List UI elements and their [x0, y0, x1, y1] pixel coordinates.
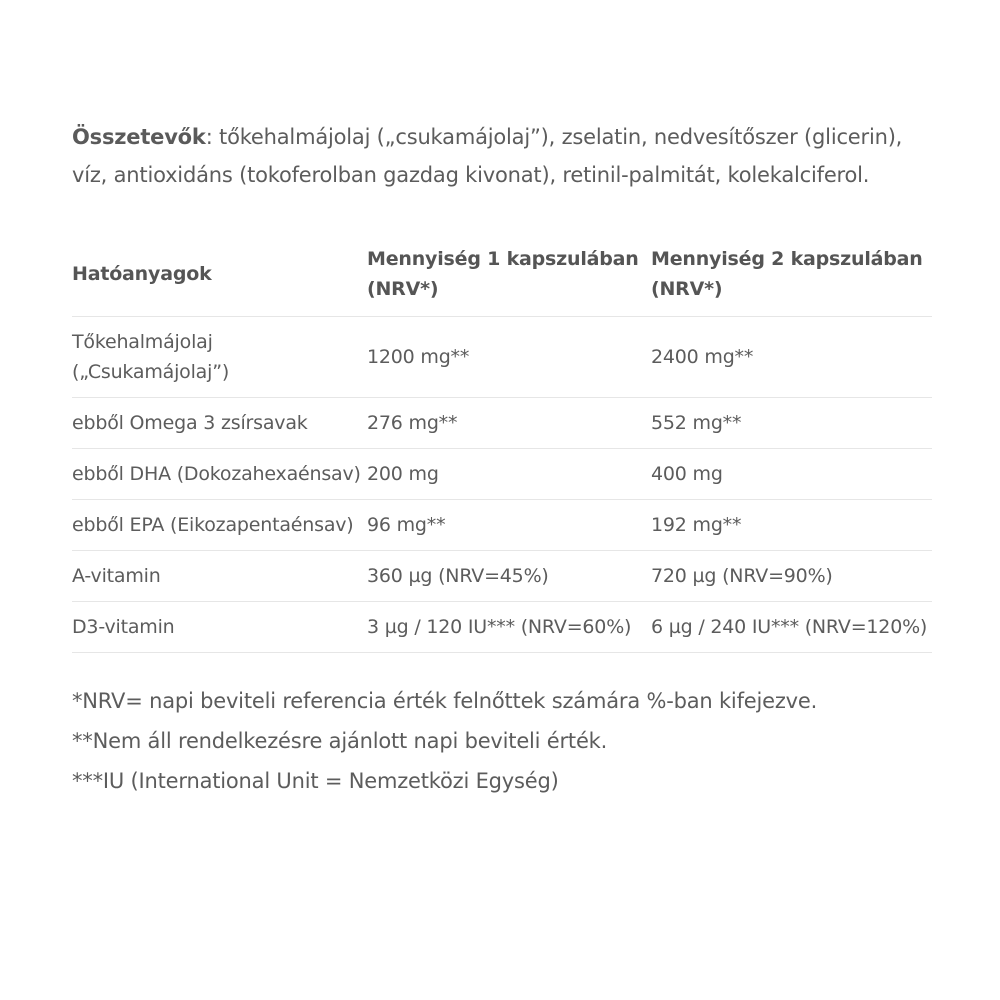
cell-amount-1: 1200 mg**	[367, 317, 651, 398]
cell-amount-2: 720 µg (NRV=90%)	[651, 551, 932, 602]
cell-amount-1: 276 mg**	[367, 398, 651, 449]
cell-amount-1: 96 mg**	[367, 500, 651, 551]
ingredients-paragraph	[72, 118, 932, 194]
cell-amount-2: 192 mg**	[651, 500, 932, 551]
cell-ingredient-name: D3-vitamin	[72, 602, 367, 653]
cell-amount-1: 360 µg (NRV=45%)	[367, 551, 651, 602]
footnotes	[72, 681, 932, 801]
cell-amount-1: 3 µg / 120 IU*** (NRV=60%)	[367, 602, 651, 653]
cell-amount-2: 6 µg / 240 IU*** (NRV=120%)	[651, 602, 932, 653]
cell-ingredient-name: Tőkehalmájolaj („Csukamájolaj”)	[72, 317, 367, 398]
table-header-row	[72, 236, 932, 317]
cell-ingredient-name: ebből DHA (Dokozahexaénsav)	[72, 449, 367, 500]
table-row	[72, 317, 932, 398]
cell-amount-2: 2400 mg**	[651, 317, 932, 398]
cell-amount-2: 400 mg	[651, 449, 932, 500]
ingredients-text: : tőkehalmájolaj („csukamájolaj”), zselatin, nedvesítőszer (glicerin), víz, antioxidáns (tokoferolban gazdag kivonat), retinil-palmitát, kolekalciferol.	[72, 125, 903, 187]
cell-amount-2: 552 mg**	[651, 398, 932, 449]
cell-amount-1: 200 mg	[367, 449, 651, 500]
nutrition-table	[72, 236, 932, 653]
footnote-nrv: *NRV= napi beviteli referencia érték felnőttek számára %-ban kifejezve.	[72, 689, 818, 713]
header-amount-1-capsule: Mennyiség 1 kapszulában (NRV*)	[367, 248, 639, 300]
table-row	[72, 500, 932, 551]
table-row	[72, 398, 932, 449]
header-amount-2-capsules: Mennyiség 2 kapszulában (NRV*)	[651, 248, 923, 300]
product-info	[72, 118, 932, 801]
cell-ingredient-name: ebből Omega 3 zsírsavak	[72, 398, 367, 449]
table-row	[72, 449, 932, 500]
footnote-iu: ***IU (International Unit = Nemzetközi Egység)	[72, 769, 559, 793]
table-row	[72, 602, 932, 653]
footnote-no-recommended-intake: **Nem áll rendelkezésre ajánlott napi beviteli érték.	[72, 729, 608, 753]
header-active-ingredients: Hatóanyagok	[72, 263, 212, 285]
ingredients-label: Összetevők	[72, 125, 206, 149]
cell-ingredient-name: A-vitamin	[72, 551, 367, 602]
cell-ingredient-name: ebből EPA (Eikozapentaénsav)	[72, 500, 367, 551]
table-row	[72, 551, 932, 602]
